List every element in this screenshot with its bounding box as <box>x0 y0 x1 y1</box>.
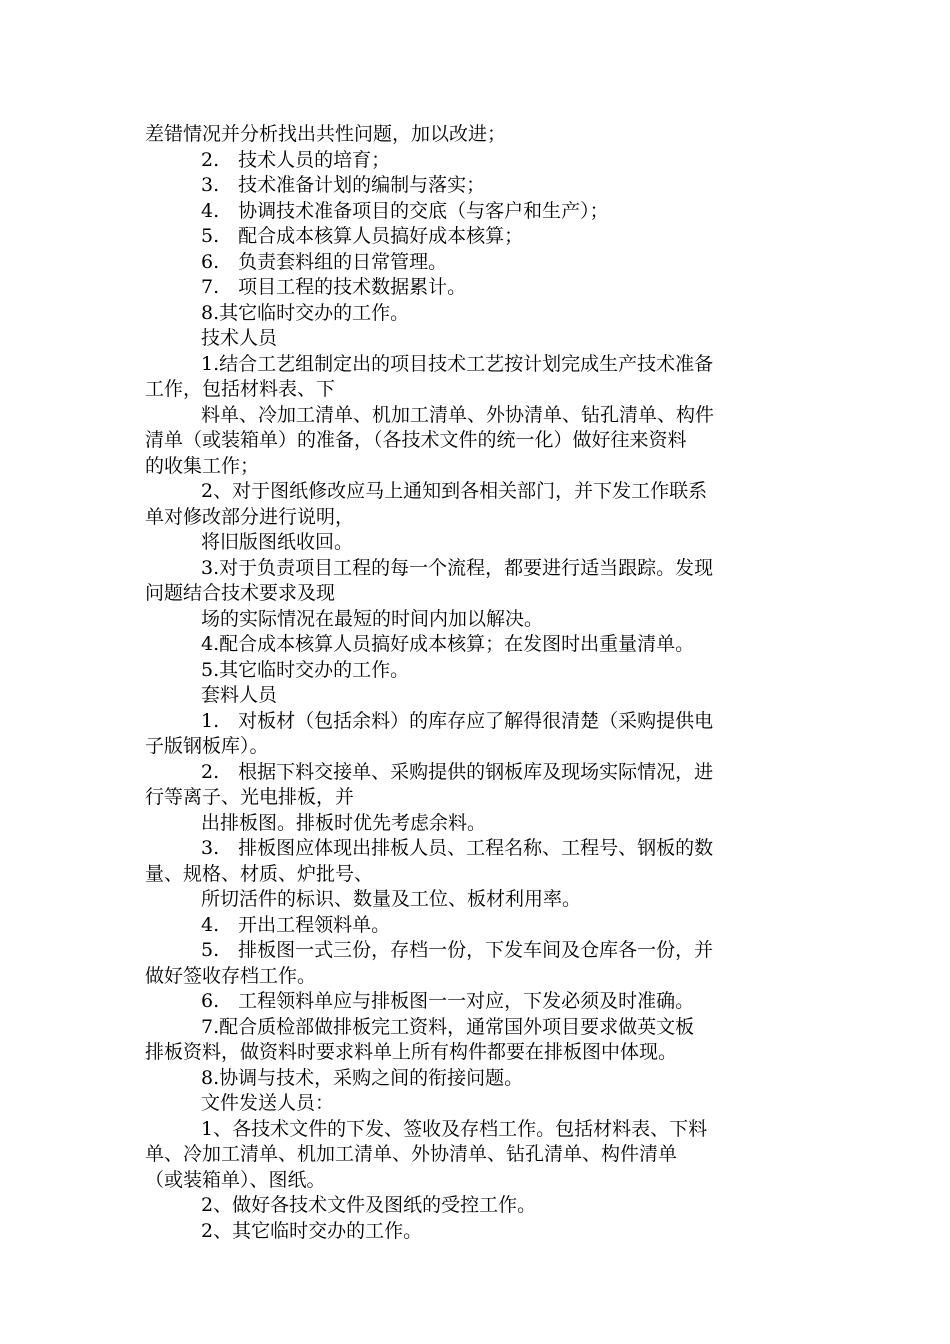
text-line: 2. 根据下料交接单、采购提供的钢板库及现场实际情况，进 <box>201 760 714 783</box>
text-line: 1.结合工艺组制定出的项目技术工艺按计划完成生产技术准备 <box>201 352 714 375</box>
text-line: 2、做好各技术文件及图纸的受控工作。 <box>201 1194 537 1216</box>
text-line: 2. 技术人员的培育； <box>201 148 391 171</box>
text-line: 排板资料，做资料时要求料单上所有构件都要在排板图中体现。 <box>145 1041 678 1063</box>
text-line: 做好签收存档工作。 <box>145 964 317 987</box>
text-line: 3. 技术准备计划的编制与落实； <box>201 174 486 196</box>
text-line: 出排板图。排板时优先考虑余料。 <box>201 811 487 834</box>
text-line: 8.协调与技术，采购之间的衔接问题。 <box>201 1066 524 1089</box>
text-line: 所切活件的标识、数量及工位、板材利用率。 <box>201 888 582 910</box>
text-line: 行等离子、光电排板，并 <box>145 786 355 808</box>
text-line: 文件发送人员： <box>201 1092 335 1114</box>
text-line: 4. 协调技术准备项目的交底（与客户和生产）； <box>201 199 609 222</box>
text-line: 工作，包括材料表、下 <box>145 378 336 400</box>
text-line: 场的实际情况在最短的时间内加以解决。 <box>201 607 544 630</box>
text-line: 差错情况并分析找出共性问题，加以改进； <box>145 123 507 145</box>
text-line: 6. 负责套料组的日常管理。 <box>201 250 448 273</box>
text-line: 将旧版图纸收回。 <box>201 531 354 553</box>
text-line: 5.其它临时交办的工作。 <box>201 658 410 681</box>
text-line: 3. 排板图应体现出排板人员、工程名称、工程号、钢板的数 <box>201 837 714 859</box>
text-line: 7. 项目工程的技术数据累计。 <box>201 276 467 298</box>
text-line: 5. 配合成本核算人员搞好成本核算； <box>201 225 524 247</box>
text-line: 技术人员 <box>201 327 278 349</box>
text-line: 单对修改部分进行说明， <box>145 505 355 528</box>
text-line: 4. 开出工程领料单。 <box>201 913 391 936</box>
text-line: 料单、冷加工清单、机加工清单、外协清单、钻孔清单、构件 <box>201 403 715 426</box>
text-line: 1. 对板材（包括余料）的库存应了解得很清楚（采购提供电 <box>201 709 714 732</box>
text-line: 量、规格、材质、炉批号、 <box>145 862 374 885</box>
text-line: 4.配合成本核算人员搞好成本核算；在发图时出重量清单。 <box>201 633 695 655</box>
text-line: 子版钢板库）。 <box>145 735 269 757</box>
document-body <box>145 122 810 1244</box>
text-line: 清单（或装箱单）的准备，（各技术文件的统一化）做好往来资料 <box>145 429 687 451</box>
text-line: 问题结合技术要求及现 <box>145 582 336 604</box>
text-line: 的收集工作； <box>145 454 260 477</box>
text-line: 1、各技术文件的下发、签收及存档工作。包括材料表、下料 <box>201 1117 708 1140</box>
text-line: 7.配合质检部做排板完工资料，通常国外项目要求做英文板 <box>201 1015 695 1038</box>
text-line: 8.其它临时交办的工作。 <box>201 301 410 324</box>
text-line: 套料人员 <box>201 684 278 706</box>
text-line: 单、冷加工清单、机加工清单、外协清单、钻孔清单、构件清单 <box>145 1143 678 1165</box>
text-line: 6. 工程领料单应与排板图一一对应，下发必须及时准确。 <box>201 990 695 1012</box>
text-line: 2、其它临时交办的工作。 <box>201 1219 423 1242</box>
text-line: 2、对于图纸修改应马上通知到各相关部门，并下发工作联系 <box>201 480 708 502</box>
text-line: 3.对于负责项目工程的每一个流程，都要进行适当跟踪。发现 <box>201 556 714 579</box>
text-line: 5. 排板图一式三份，存档一份，下发车间及仓库各一份，并 <box>201 939 714 961</box>
text-line: （或装箱单）、图纸。 <box>145 1168 326 1191</box>
